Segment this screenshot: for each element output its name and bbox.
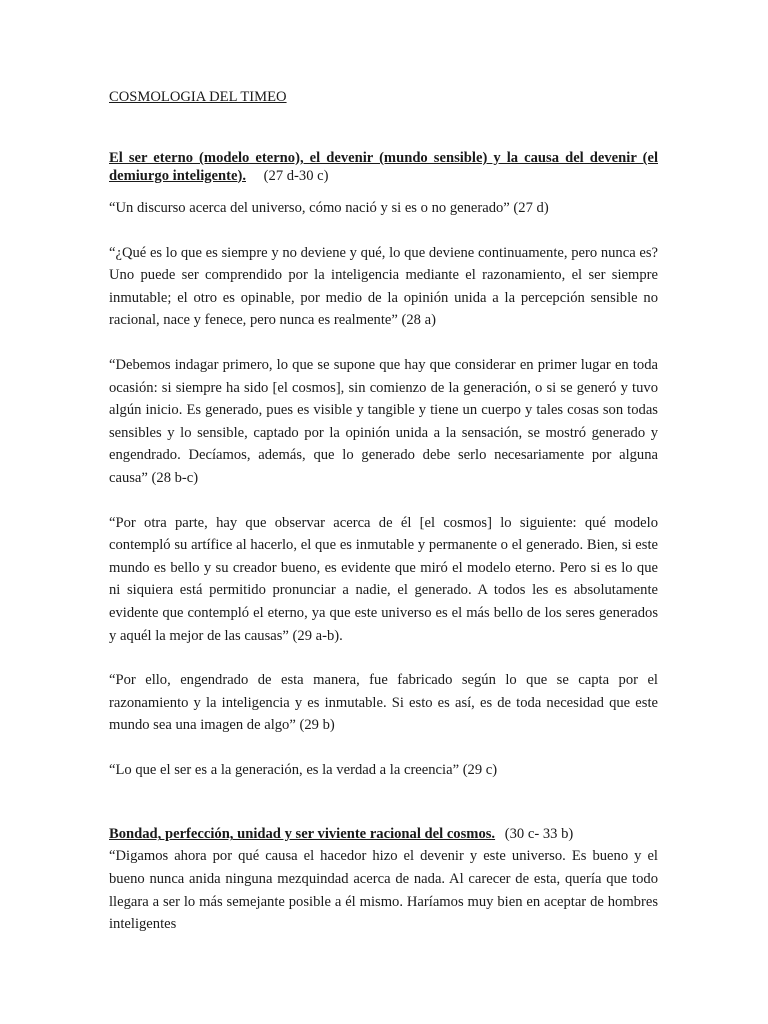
paragraph-3: “Debemos indagar primero, lo que se supone que hay que considerar en primer lugar en toda ocasión: si siempre ha sido [el cosmos], sin comienzo de la generación, o si se generó y tuvo algún inicio. Es generado, pues es visible y tangible y tiene un cuerpo y tales cosas son todas sensibles y lo sensible, captado por la opinión unida a la sensación, se mostró generado y engendrado. Decíamos, además, que lo generado debe serlo necesariamente por alguna causa” (28 b-c) xyxy=(109,356,658,486)
paragraph-1: “Un discurso acerca del universo, cómo nació y si es o no generado” (27 d) xyxy=(109,200,549,216)
paragraph-6: “Lo que el ser es a la generación, es la verdad a la creencia” (29 c) xyxy=(109,761,498,778)
section-heading-1-ref: (27 d-30 c) xyxy=(263,167,329,184)
paragraph-4: “Por otra parte, hay que observar acerca de él [el cosmos] lo siguiente: qué modelo contempló su artífice al hacerlo, el que es inmutable y permanente o el generado. Bien, si este mundo es bello y su creador bueno, es evidente que miró el modelo eterno. Pero si es lo que ni siquiera está permitido pronunciar a nadie, el generado. A todos les es absolutamente evidente que contempló el eterno, ya que este universo es el más bello de los seres generados y aquél la mejor de las causas” (29 a-b). xyxy=(109,514,658,644)
section-heading-2 xyxy=(109,823,658,845)
section-heading-1 xyxy=(109,150,658,185)
section-heading-2-ref: (30 c- 33 b) xyxy=(504,826,574,843)
section-heading-2-period: . xyxy=(491,826,496,843)
document-title: COSMOLOGIA DEL TIMEO xyxy=(109,89,287,105)
document-page xyxy=(109,78,658,936)
paragraph-7: “Digamos ahora por qué causa el hacedor hizo el devenir y este universo. Es bueno y el bueno nunca anida ninguna mezquindad acerca de nada. Al carecer de esta, quería que todo llegara a ser lo más semejante posible a él mismo. Haríamos muy bien en aceptar de hombres inteligentes xyxy=(109,848,658,933)
paragraph-5: “Por ello, engendrado de esta manera, fue fabricado según lo que se capta por el razonamiento y la inteligencia y es inmutable. Si esto es así, es de toda necesidad que este mundo sea una imagen de algo” (29 b) xyxy=(109,672,658,734)
paragraph-2: “¿Qué es lo que es siempre y no deviene y qué, lo que deviene continuamente, pero nunca es? Uno puede ser comprendido por la inteligencia mediante el razonamiento, el ser siempre inmutable; el otro es opinable, por medio de la opinión unida a la percepción sensible no racional, nace y fenece, pero nunca es realmente” (28 a) xyxy=(109,244,658,329)
section-heading-2-text: Bondad, perfección, unidad y ser viviente racional del cosmos xyxy=(109,826,492,843)
section-heading-1-text: El ser eterno (modelo eterno), el devenir (mundo sensible) y la causa del devenir (el demiurgo inteligente). xyxy=(109,150,658,184)
